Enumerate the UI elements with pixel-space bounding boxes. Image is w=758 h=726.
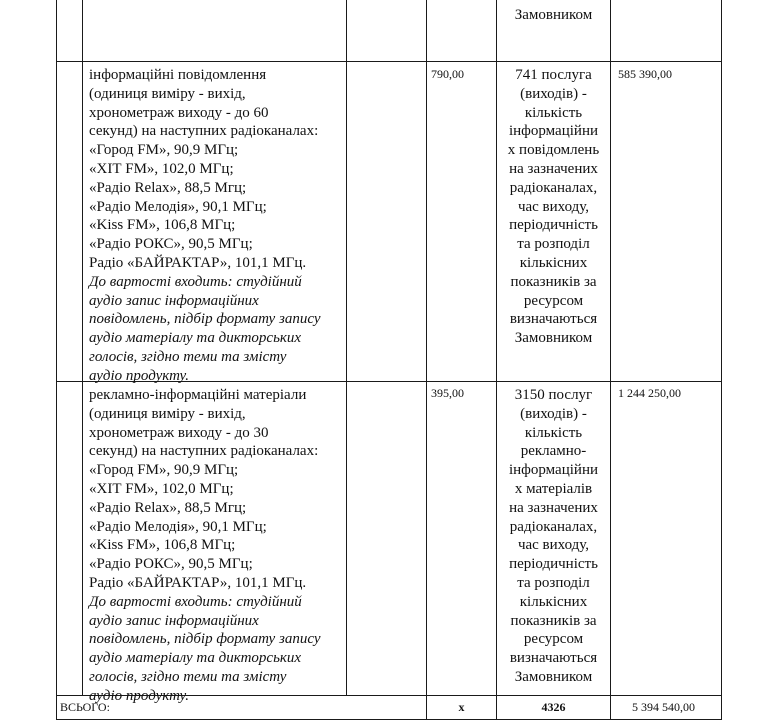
column-divider [721,0,722,720]
row-total: 1 244 250,00 [618,386,681,400]
summary-quantity: 4326 [541,700,566,714]
cost-note: До вартості входить: студійний [89,273,302,290]
unit-price: 395,00 [431,386,464,400]
cost-note: голосів, згідно теми та змісту [89,668,287,685]
column-divider [56,0,57,720]
row-total: 585 390,00 [618,67,672,81]
quantity-description: 3150 послуг (виходів) - кількість рекламно- інформаційни х матеріалів на зазначених радіоканалах, час виходу, періодичність та розподіл кількісних показників за ресурсом визначаються Замовником [508,387,598,685]
row-divider [56,61,722,62]
cost-note: аудіо запис інформаційних [89,612,259,629]
service-description: інформаційні повідомлення (одиниця виміру - вихід, хронометраж виходу - до 60 секунд) на наступних радіоканалах: «Город FM», 90,9 МГц; «ХІТ FM», 102,0 МГц; «Радіо Relax», 88,5 Мгц; «Радіо Мелодія», 90,1 МГц; «Kiss FM», 106,8 МГц; «Радіо РОКС», 90,5 МГц; Радіо «БАЙРАКТАР», 101,1 МГц. До вартості входить: студійний аудіо запис інформаційних повідомлень, підбір формату запису аудіо матеріалу та дикторських голосів, згідно теми та змісту аудіо продукту. [89,67,321,384]
table-bottom-border [56,719,722,720]
column-divider [610,0,611,720]
column-divider [426,0,427,720]
column-divider [346,0,347,696]
summary-label: ВСЬОГО: [60,700,110,714]
cost-note: повідомлень, підбір формату запису [89,311,321,328]
cost-note: аудіо продукту. [89,687,190,704]
cost-note: голосів, згідно теми та змісту [89,348,287,365]
unit-price: 790,00 [431,67,464,81]
cost-note: аудіо продукту. [89,367,190,384]
summary-total: 5 394 540,00 [632,700,695,714]
cost-note: повідомлень, підбір формату запису [89,631,321,648]
cost-note: До вартості входить: студійний [89,593,302,610]
cost-note: аудіо запис інформаційних [89,292,259,309]
quantity-continued: Замовником [514,7,593,23]
column-divider [82,0,83,696]
cost-note: аудіо матеріалу та дикторських [89,330,302,347]
service-description: рекламно-інформаційні матеріали (одиниця виміру - вихід, хронометраж виходу - до 30 секунд) на наступних радіоканалах: «Город FM», 90,9 МГц; «ХІТ FM», 102,0 МГц; «Радіо Relax», 88,5 Мгц; «Радіо Мелодія», 90,1 МГц; «Kiss FM», 106,8 МГц; «Радіо РОКС», 90,5 МГц; Радіо «БАЙРАКТАР», 101,1 МГц. До вартості входить: студійний аудіо запис інформаційних повідомлень, підбір формату запису аудіо матеріалу та дикторських голосів, згідно теми та змісту аудіо продукту. [89,387,321,704]
summary-price: х [458,700,465,714]
cost-note: аудіо матеріалу та дикторських [89,650,302,667]
quantity-description: 741 послуга (виходів) - кількість інформаційни х повідомлень на зазначених радіоканалах, час виходу, періодичність та розподіл кількісних показників за ресурсом визначаються Замовником [507,67,600,347]
